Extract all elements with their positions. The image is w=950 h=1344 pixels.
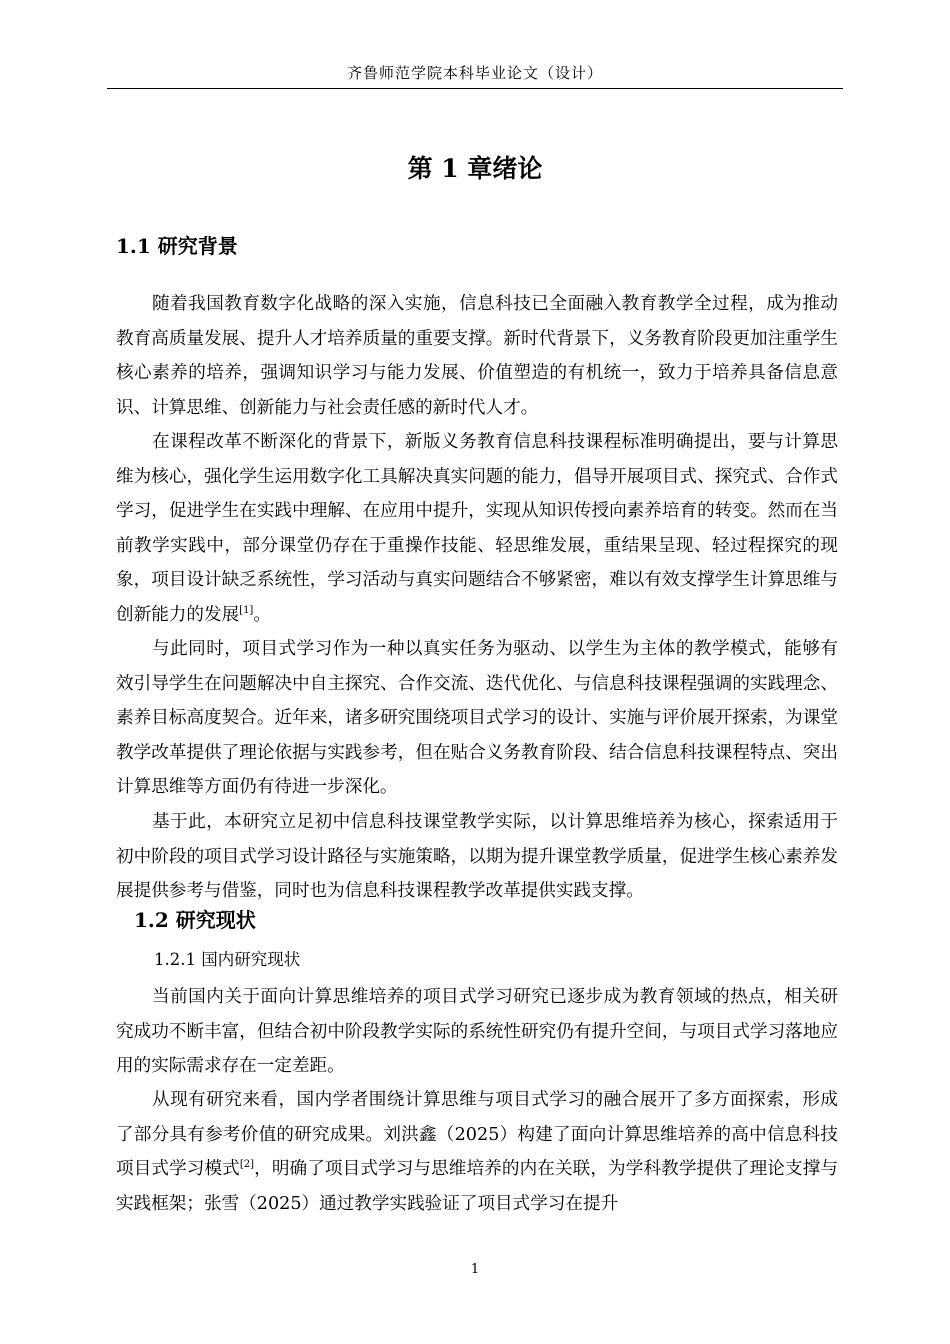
paragraph-text-continued: ，明确了项目式学习与思维培养的内在关联，为学科教学提供了理论支撑与实践框架；张雪（2025）通过教学实践验证了项目式学习在提升 [116,1159,838,1214]
section-heading-1-1: 1.1 研究背景 [116,234,238,258]
paragraph-background-1: 随着我国教育数字化战略的深入实施，信息科技已全面融入教育教学全过程，成为推动教育高质量发展、提升人才培养质量的重要支撑。新时代背景下，义务教育阶段更加注重学生核心素养的培养，强调知识学习与能力发展、价值塑造的有机统一，致力于培养具备信息意识、计算思维、创新能力与社会责任感的新时代人才。 [116,294,838,418]
header-divider [107,88,843,89]
paragraph-background-3: 与此同时，项目式学习作为一种以真实任务为驱动、以学生为主体的教学模式，能够有效引导学生在问题解决中自主探究、合作交流、迭代优化、与信息科技课程强调的实践理念、素养目标高度契合。近年来，诸多研究围绕项目式学习的设计、实施与评价展开探索，为课堂教学改革提供了理论依据与实践参考，但在贴合义务教育阶段、结合信息科技课程特点、突出计算思维等方面仍有待进一步深化。 [116,639,838,797]
paragraph-domestic-2 [116,1083,838,1221]
citation-1: [1] [239,604,254,616]
paragraph-text: 在课程改革不断深化的背景下，新版义务教育信息科技课程标准明确提出，要与计算思维为核心，强化学生运用数字化工具解决真实问题的能力，倡导开展项目式、探究式、合作式学习，促进学生在实践中理解、在应用中提升，实现从知识传授向素养培育的转变。然而在当前教学实践中，部分课堂仍存在于重操作技能、轻思维发展，重结果呈现、轻过程探究的现象，项目设计缺乏系统性，学习活动与真实问题结合不够紧密，难以有效支撑学生计算思维与创新能力的发展 [116,432,838,625]
subsection-heading-1-2-1: 1.2.1 国内研究现状 [154,950,301,969]
chapter-title: 第 1 章绪论 [407,154,543,183]
citation-2: [2] [239,1159,255,1171]
paragraph-background-4: 基于此，本研究立足初中信息科技课堂教学实际，以计算思维培养为核心，探索适用于初中阶段的项目式学习设计路径与实施策略，以期为提升课堂教学质量，促进学生核心素养发展提供参考与借鉴，同时也为信息科技课程教学改革提供实践支撑。 [116,812,838,901]
running-header: 齐鲁师范学院本科毕业论文（设计） [346,64,603,82]
paragraph-background-2 [116,425,838,632]
paragraph-domestic-1: 当前国内关于面向计算思维培养的项目式学习研究已逐步成为教育领域的热点，相关研究成功不断丰富，但结合初中阶段教学实际的系统性研究仍有提升空间，与项目式学习落地应用的实际需求存在一定差距。 [116,987,838,1076]
paragraph-end: 。 [253,604,271,625]
page-number: 1 [470,1262,480,1277]
section-heading-1-2: 1.2 研究现状 [134,908,256,932]
paragraph-text: 从现有研究来看，国内学者围绕计算思维与项目式学习的融合展开了多方面探索，形成了部分具有参考价值的研究成果。刘洪鑫（2025）构建了面向计算思维培养的高中信息科技项目式学习模式 [116,1090,838,1179]
